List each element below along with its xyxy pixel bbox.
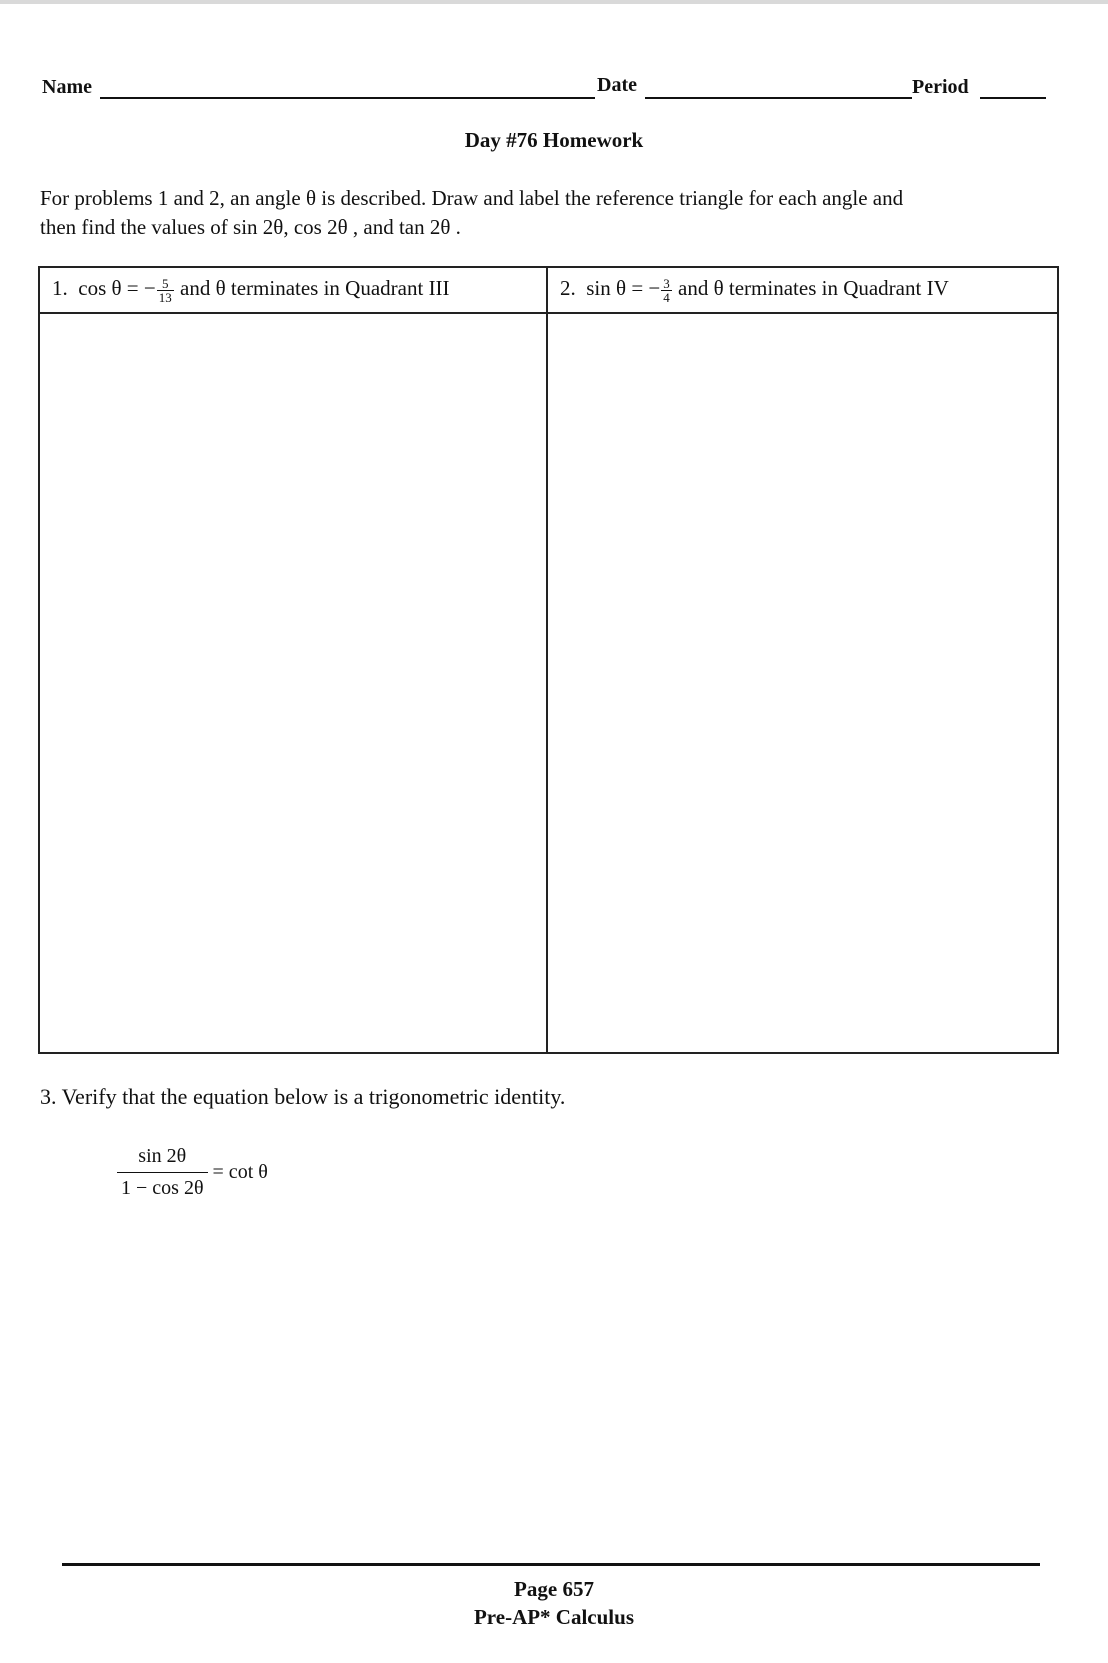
instructions-line-1: For problems 1 and 2, an angle θ is described. Draw and label the reference triangle for each angle and (40, 186, 904, 210)
identity-fraction (117, 1145, 208, 1200)
date-label: Date (597, 74, 637, 96)
problem-2-function: sin θ = − (586, 276, 661, 300)
problem-2-label (560, 276, 949, 304)
problem-1-work-area[interactable] (40, 314, 546, 1052)
problem-2-number: 2. (560, 276, 576, 300)
identity-equation (117, 1145, 268, 1200)
footer-rule (62, 1563, 1040, 1566)
work-table (38, 266, 1059, 1054)
identity-rhs: = cot θ (212, 1161, 268, 1183)
page-title: Day #76 Homework (464, 128, 644, 152)
problem-2-numerator: 3 (663, 275, 670, 291)
date-blank[interactable] (645, 97, 912, 99)
name-blank[interactable] (100, 97, 595, 99)
problem-2-condition: and θ terminates in Quadrant IV (672, 276, 949, 300)
period-label: Period (912, 76, 969, 98)
identity-numerator: sin 2θ (117, 1145, 208, 1173)
problem-2-fraction (661, 277, 672, 304)
identity-denominator: 1 − cos 2θ (121, 1177, 204, 1199)
problem-3-text: 3. Verify that the equation below is a trigonometric identity. (40, 1084, 566, 1109)
page-number: Page 657 (514, 1577, 594, 1601)
problem-1-label (52, 276, 450, 304)
course-name: Pre-AP* Calculus (473, 1605, 634, 1629)
problem-1-fraction (157, 277, 174, 304)
problem-2-denominator: 4 (663, 289, 670, 305)
instructions-line-2: then find the values of sin 2θ, cos 2θ , and tan 2θ . (40, 215, 461, 239)
problem-1-denominator: 13 (158, 289, 172, 305)
problem-1-condition: and θ terminates in Quadrant III (174, 276, 450, 300)
problem-1-function: cos θ = − (78, 276, 156, 300)
problem-1-numerator: 5 (157, 277, 174, 291)
problem-2-work-area[interactable] (548, 314, 1057, 1052)
top-border (0, 0, 1108, 4)
problem-1-number: 1. (52, 276, 68, 300)
period-blank[interactable] (980, 97, 1046, 99)
name-label: Name (42, 76, 92, 98)
